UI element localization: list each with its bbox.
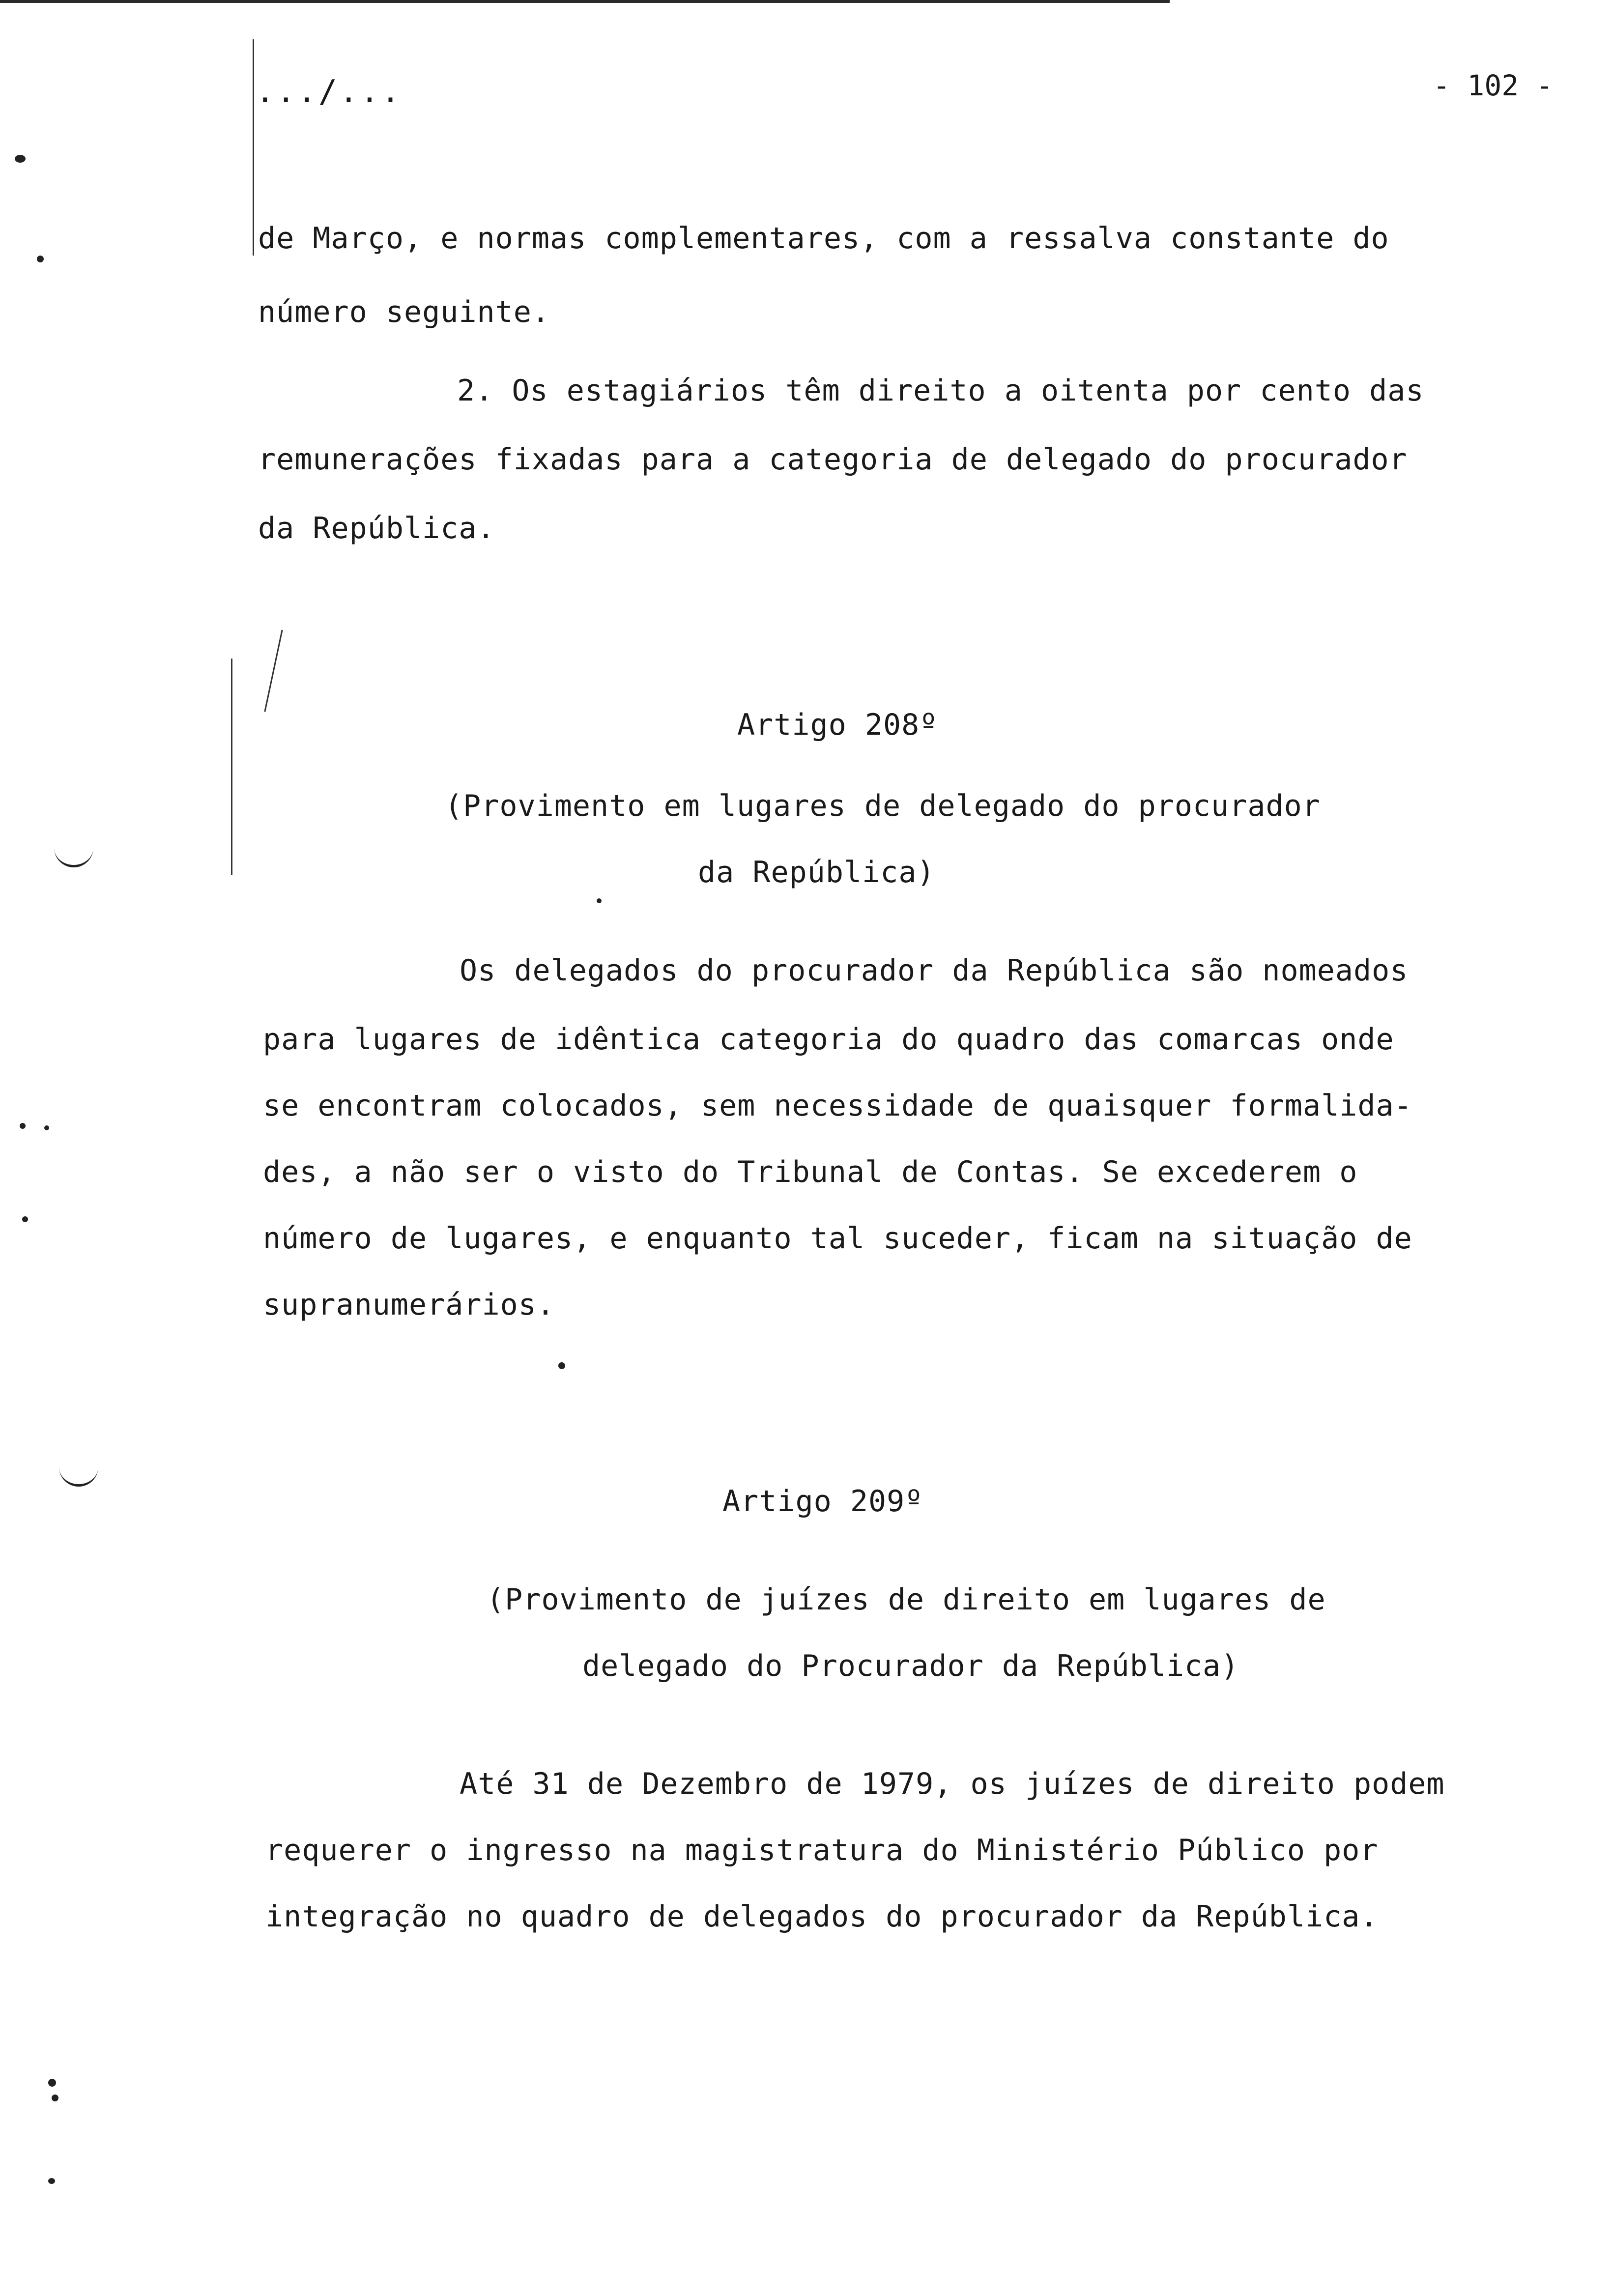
body-line: remunerações fixadas para a categoria de delegado do procurador [258,442,1408,477]
article-title: Artigo 209º [722,1484,923,1519]
body-line: se encontram colocados, sem necessidade de quaisquer formalida- [263,1089,1412,1123]
scan-pen-stroke [264,630,283,712]
body-line: número de lugares, e enquanto tal suceder, ficam na situação de [263,1221,1412,1256]
body-line: de Março, e normas complementares, com a ressalva constante do [258,221,1389,256]
scan-speck [558,1362,565,1369]
article-subtitle: delegado do Procurador da República) [582,1649,1239,1683]
article-subtitle: (Provimento de juízes de direito em lugares de [487,1582,1326,1617]
article-title: Artigo 208º [737,708,938,742]
body-line: requerer o ingresso na magistratura do Ministério Público por [265,1833,1379,1867]
body-line: para lugares de idêntica categoria do quadro das comarcas onde [263,1022,1394,1057]
scan-speck [37,256,44,262]
scan-speck [20,1123,26,1129]
scan-speck [52,2095,58,2101]
article-subtitle: (Provimento em lugares de delegado do procurador [445,789,1321,823]
scan-margin-line-2 [231,659,232,875]
scan-speck [44,1125,49,1130]
scan-speck [48,2079,56,2087]
body-line: número seguinte. [258,295,550,329]
scan-top-edge [0,0,1170,3]
body-line: Os delegados do procurador da República são nomeados [460,953,1409,988]
body-line: 2. Os estagiários têm direito a oitenta por cento das [457,373,1424,408]
punch-hole-mark [54,845,93,867]
page-number: - 102 - [1433,69,1553,102]
body-line: supranumerários. [263,1288,555,1322]
body-line: integração no quadro de delegados do procurador da República. [265,1899,1379,1934]
body-line: Até 31 de Dezembro de 1979, os juízes de direito podem [460,1767,1445,1801]
article-subtitle: da República) [698,855,935,890]
body-line: da República. [258,511,495,545]
continuation-marker: .../... [256,74,402,110]
punch-hole-mark-2 [59,1464,98,1487]
scan-margin-line [253,39,254,256]
body-line: des, a não ser o visto do Tribunal de Contas. Se excederem o [263,1155,1358,1189]
scan-speck [15,155,26,163]
scan-speck [22,1216,28,1222]
scan-speck [597,898,602,903]
scan-speck [48,2178,55,2184]
